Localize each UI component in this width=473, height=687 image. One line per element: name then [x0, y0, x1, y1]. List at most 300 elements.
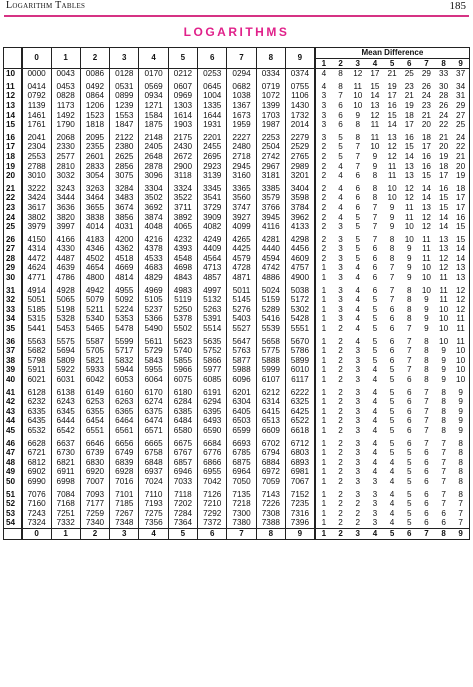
log-value: 2900: [168, 162, 197, 172]
mean-difference: 17: [421, 142, 431, 152]
table-row: [4, 499, 470, 509]
log-value: 6222: [286, 385, 315, 398]
log-value: 5575: [51, 334, 80, 347]
mean-difference: 5: [406, 489, 412, 499]
table-row: [4, 365, 470, 375]
mean-difference: 13: [439, 244, 449, 254]
mean-column-header: 6: [401, 58, 418, 69]
mean-difference: 1: [315, 509, 332, 519]
log-value: 6444: [51, 416, 80, 426]
table-row: [4, 509, 470, 519]
mean-difference: 14: [404, 151, 414, 161]
mean-difference: 8: [406, 304, 412, 314]
mean-difference: 6: [389, 346, 395, 356]
row-number: 41: [4, 385, 22, 398]
mean-column-footer: 4: [366, 528, 383, 539]
mean-difference: 5: [406, 518, 412, 528]
log-value: 3729: [198, 203, 227, 213]
log-value: 0531: [110, 79, 139, 92]
mean-difference: 8: [424, 375, 429, 384]
log-value: 7388: [256, 518, 285, 528]
log-value: 5944: [110, 365, 139, 375]
log-value: 4654: [80, 263, 109, 273]
mean-difference: 26: [421, 81, 431, 91]
mean-difference: 16: [452, 213, 469, 223]
column-footer: 3: [110, 528, 139, 539]
log-value: 6646: [80, 436, 109, 449]
mean-difference: 3: [338, 295, 343, 305]
log-value: 7332: [51, 518, 80, 528]
log-value: 4886: [256, 273, 285, 283]
mean-difference: 8: [452, 448, 469, 458]
mean-difference: 6: [406, 387, 412, 397]
mean-difference: 2: [338, 355, 343, 365]
log-value: 5453: [51, 324, 80, 334]
mean-difference: 11: [422, 244, 431, 254]
log-value: 7372: [198, 518, 227, 528]
mean-difference: 4: [372, 438, 378, 448]
mean-difference: 3: [355, 406, 361, 416]
mean-difference: 11: [353, 81, 362, 91]
log-value: 1399: [256, 101, 285, 111]
mean-difference: 6: [424, 489, 429, 499]
log-value: 6522: [286, 416, 315, 426]
log-value: 4265: [227, 232, 256, 245]
log-value: 6375: [139, 407, 168, 417]
log-value: 4969: [139, 283, 168, 296]
log-value: 3979: [22, 222, 51, 232]
log-value: 7251: [51, 509, 80, 519]
log-value: 6571: [139, 426, 168, 436]
log-value: 1703: [256, 111, 285, 121]
column-footer: 1: [51, 528, 80, 539]
log-value: 5740: [168, 346, 197, 356]
log-value: 5539: [256, 324, 285, 334]
mean-difference: 11: [370, 120, 380, 130]
log-value: 7275: [139, 509, 168, 519]
log-value: 7084: [51, 487, 80, 500]
table-row: [4, 181, 470, 194]
log-value: 3304: [139, 181, 168, 194]
mean-difference: 8: [406, 295, 412, 305]
mean-difference: 13: [370, 100, 380, 110]
log-value: 1461: [22, 111, 51, 121]
mean-difference: 3: [372, 508, 378, 518]
log-value: 0043: [51, 69, 80, 79]
mean-difference: 7: [372, 234, 378, 244]
mean-difference: 8: [424, 336, 429, 346]
table-row: [4, 407, 470, 417]
log-value: 5955: [139, 365, 168, 375]
log-value: 3424: [22, 193, 51, 203]
mean-difference: 5: [372, 314, 378, 324]
log-value: 7259: [80, 509, 109, 519]
mean-difference: 4: [389, 476, 395, 486]
log-value: 4843: [168, 273, 197, 283]
mean-difference: 2: [315, 222, 332, 232]
mean-difference: 2: [338, 346, 343, 356]
log-value: 6730: [51, 448, 80, 458]
log-value: 4983: [168, 283, 197, 296]
mean-difference: 4: [389, 518, 395, 528]
mean-difference: 10: [452, 356, 469, 366]
log-value: 6628: [22, 436, 51, 449]
mean-difference: 16: [404, 132, 414, 142]
mean-difference: 15: [439, 202, 449, 212]
mean-difference: 4: [372, 375, 378, 384]
log-value: 4456: [286, 244, 315, 254]
log-value: 7118: [168, 487, 197, 500]
log-value: 6191: [198, 385, 227, 398]
log-value: 3655: [80, 203, 109, 213]
log-value: 6149: [80, 385, 109, 398]
log-value: 0755: [286, 79, 315, 92]
mean-difference: 8: [424, 365, 429, 375]
mean-difference: 5: [355, 222, 361, 232]
mean-difference: 11: [439, 295, 448, 305]
log-value: 6656: [110, 436, 139, 449]
column-footer: 0: [22, 528, 51, 539]
mean-difference: 5: [372, 295, 378, 305]
log-value: 6138: [51, 385, 80, 398]
mean-difference: 16: [421, 151, 431, 161]
log-value: 1553: [110, 111, 139, 121]
mean-difference: 11: [452, 314, 469, 324]
mean-difference: 8: [372, 171, 378, 181]
mean-difference: 6: [406, 425, 412, 435]
table-row: [4, 477, 470, 487]
mean-column-header: 4: [366, 58, 383, 69]
mean-difference: 10: [387, 193, 397, 203]
column-header: 9: [286, 48, 315, 69]
mean-difference: 8: [441, 397, 446, 407]
mean-difference: 5: [355, 212, 361, 222]
mean-difference: 13: [387, 132, 397, 142]
mean-difference: 8: [389, 234, 395, 244]
mean-difference: 1: [315, 375, 332, 385]
mean-difference: 12: [404, 193, 414, 203]
log-value: 2833: [80, 162, 109, 172]
mean-difference: 2: [338, 416, 343, 426]
table-row: [4, 232, 470, 245]
mean-difference: 24: [452, 130, 469, 143]
log-value: 6893: [286, 458, 315, 468]
log-value: 3784: [286, 203, 315, 213]
mean-column-footer: 2: [332, 528, 349, 539]
mean-difference: 7: [406, 336, 412, 346]
mean-difference: 18: [421, 132, 431, 142]
log-value: 5478: [110, 324, 139, 334]
log-value: 4914: [22, 283, 51, 296]
mean-difference: 10: [404, 222, 414, 232]
mean-difference: 5: [389, 397, 395, 407]
mean-difference: 2: [355, 508, 361, 518]
log-value: 5378: [168, 314, 197, 324]
log-value: 2068: [51, 130, 80, 143]
mean-difference: 12: [439, 253, 449, 263]
log-value: 6618: [286, 426, 315, 436]
log-value: 4065: [168, 222, 197, 232]
log-value: 5888: [256, 356, 285, 366]
log-value: 5786: [286, 346, 315, 356]
log-value: 4378: [139, 244, 168, 254]
log-value: 6920: [80, 467, 109, 477]
mean-column-header: 3: [349, 58, 366, 69]
mean-difference: 3: [372, 499, 378, 509]
mean-difference: 5: [406, 499, 412, 509]
mean-difference: 9: [424, 295, 429, 305]
log-value: 3502: [139, 193, 168, 203]
mean-difference: 5: [389, 365, 395, 375]
row-number: 16: [4, 130, 22, 143]
table-row: [4, 193, 470, 203]
mean-difference: 5: [406, 508, 412, 518]
mean-column-footer: 5: [384, 528, 401, 539]
mean-difference: 13: [404, 161, 414, 171]
log-value: 6637: [51, 436, 80, 449]
mean-difference: 4: [372, 397, 378, 407]
mean-difference: 4: [338, 161, 343, 171]
mean-difference: 12: [452, 295, 469, 305]
mean-difference: 12: [387, 142, 397, 152]
mean-difference: 3: [355, 457, 361, 467]
log-value: 4048: [139, 222, 168, 232]
row-number: 49: [4, 467, 22, 477]
log-value: 4533: [139, 254, 168, 264]
mean-difference: 9: [389, 202, 395, 212]
mean-difference: 8: [338, 81, 343, 91]
mean-difference: 5: [389, 438, 395, 448]
row-number: 26: [4, 232, 22, 245]
log-value: 4800: [80, 273, 109, 283]
log-value: 6551: [80, 426, 109, 436]
log-value: 2504: [256, 142, 285, 152]
mean-difference: 9: [424, 314, 429, 324]
log-value: 3598: [286, 193, 315, 203]
log-value: 3284: [110, 181, 139, 194]
mean-difference: 3: [338, 273, 343, 283]
mean-difference: 7: [424, 387, 429, 397]
mean-difference: 20: [452, 162, 469, 172]
log-value: 3766: [256, 203, 285, 213]
table-row: [4, 203, 470, 213]
mean-difference: 6: [338, 120, 343, 130]
log-value: 1673: [227, 111, 256, 121]
log-value: 6542: [51, 426, 80, 436]
log-value: 4757: [286, 263, 315, 273]
table-row: [4, 458, 470, 468]
mean-difference: 19: [387, 81, 397, 91]
mean-difference: 4: [372, 425, 378, 435]
mean-difference: 7: [355, 142, 361, 152]
row-number: 13: [4, 101, 22, 111]
table-row: [4, 111, 470, 121]
mean-column-header: 7: [418, 58, 435, 69]
mean-difference: 6: [424, 476, 429, 486]
log-value: 7033: [168, 477, 197, 487]
log-value: 6693: [227, 436, 256, 449]
mean-difference: 2: [315, 203, 332, 213]
log-value: 2648: [139, 152, 168, 162]
mean-difference: 2: [315, 142, 332, 152]
mean-difference: 8: [338, 69, 343, 79]
table-row: [4, 295, 470, 305]
log-value: 6454: [80, 416, 109, 426]
mean-difference: 1: [315, 426, 332, 436]
log-value: 3385: [256, 181, 285, 194]
log-value: 4928: [51, 283, 80, 296]
log-value: 6031: [51, 375, 80, 385]
log-value: 2810: [51, 162, 80, 172]
log-value: 6937: [139, 467, 168, 477]
log-value: 4031: [110, 222, 139, 232]
log-value: 6794: [256, 448, 285, 458]
log-value: 3139: [198, 171, 227, 181]
log-value: 7380: [227, 518, 256, 528]
mean-difference: 6: [424, 499, 429, 509]
log-value: 4409: [198, 244, 227, 254]
log-value: 2923: [198, 162, 227, 172]
row-number: 20: [4, 171, 22, 181]
log-value: 5185: [22, 305, 51, 315]
mean-difference: 4: [338, 202, 343, 212]
log-value: 1959: [227, 120, 256, 130]
mean-difference: 15: [404, 142, 414, 152]
log-value: 7076: [22, 487, 51, 500]
log-value: 3160: [227, 171, 256, 181]
mean-difference: 4: [389, 457, 395, 467]
mean-difference: 6: [372, 253, 378, 263]
log-value: 6998: [51, 477, 80, 487]
column-header: 0: [22, 48, 51, 69]
mean-difference: 29: [421, 69, 431, 79]
log-value: 5977: [198, 365, 227, 375]
mean-difference: 6: [355, 171, 361, 181]
log-value: 6911: [51, 467, 80, 477]
mean-difference: 7: [441, 457, 446, 467]
log-value: 4742: [256, 263, 285, 273]
mean-difference: 10: [452, 346, 469, 356]
log-value: 7067: [286, 477, 315, 487]
log-value: 3222: [22, 181, 51, 194]
mean-difference: 10: [421, 273, 431, 283]
log-value: 6776: [198, 448, 227, 458]
mean-difference: 10: [452, 365, 469, 375]
log-value: 6170: [139, 385, 168, 398]
log-value: 3838: [80, 213, 109, 223]
log-value: 5079: [80, 295, 109, 305]
log-value: 2175: [168, 130, 197, 143]
log-value: 6928: [110, 467, 139, 477]
log-value: 7143: [256, 487, 285, 500]
log-value: 7226: [256, 499, 285, 509]
log-value: 4814: [110, 273, 139, 283]
mean-difference: 7: [441, 467, 446, 477]
log-value: 4771: [22, 273, 51, 283]
row-number: 11: [4, 79, 22, 92]
mean-difference: 2: [338, 518, 343, 528]
mean-difference: 7: [441, 438, 446, 448]
mean-difference: 5: [355, 244, 361, 254]
mean-difference: 30: [439, 81, 449, 91]
log-value: 0334: [256, 69, 285, 79]
log-value: 6964: [227, 467, 256, 477]
log-value: 6590: [198, 426, 227, 436]
mean-difference: 9: [389, 222, 395, 232]
mean-difference: 9: [452, 416, 469, 426]
page-title: LOGARITHMS: [183, 25, 290, 39]
mean-difference: 1: [315, 346, 332, 356]
column-header: 4: [139, 48, 168, 69]
log-value: 1644: [198, 111, 227, 121]
log-value: 3874: [139, 213, 168, 223]
log-value: 6767: [168, 448, 197, 458]
mean-column-header: 1: [315, 58, 332, 69]
log-value: 4249: [198, 232, 227, 245]
log-value: 4713: [198, 263, 227, 273]
log-value: 0253: [198, 69, 227, 79]
mean-difference: 17: [370, 69, 380, 79]
page-number: 185: [449, 0, 466, 12]
mean-difference: 6: [389, 314, 395, 324]
mean-difference: 21: [452, 152, 469, 162]
row-number: 45: [4, 426, 22, 436]
log-value: 6981: [286, 467, 315, 477]
mean-difference: 7: [441, 448, 446, 458]
mean-difference: 8: [452, 467, 469, 477]
log-value: 7042: [198, 477, 227, 487]
log-value: 0899: [110, 91, 139, 101]
log-value: 2014: [286, 120, 315, 130]
log-value: 6758: [139, 448, 168, 458]
mean-difference: 5: [338, 151, 343, 161]
mean-difference: 5: [389, 448, 395, 458]
mean-difference: 17: [387, 91, 397, 101]
log-value: 2041: [22, 130, 51, 143]
mean-difference: 2: [338, 406, 343, 416]
log-value: 7316: [286, 509, 315, 519]
mean-difference: 17: [404, 120, 414, 130]
log-value: 0569: [139, 79, 168, 92]
mean-difference: 8: [406, 314, 412, 324]
mean-difference: 2: [338, 457, 343, 467]
mean-difference: 7: [338, 91, 343, 101]
log-value: 6085: [198, 375, 227, 385]
row-number: 48: [4, 458, 22, 468]
table-row: [4, 273, 470, 283]
mean-difference: 3: [355, 387, 361, 397]
log-value: 5353: [110, 314, 139, 324]
mean-difference: 13: [439, 234, 449, 244]
log-value: 1790: [51, 120, 80, 130]
row-number: 42: [4, 397, 22, 407]
mean-difference: 1: [315, 295, 332, 305]
mean-difference: 6: [355, 193, 361, 203]
log-value: 6875: [227, 458, 256, 468]
log-value: 4472: [22, 254, 51, 264]
log-value: 3856: [110, 213, 139, 223]
mean-difference: 12: [452, 283, 469, 296]
log-value: 1206: [80, 101, 109, 111]
log-value: 5563: [22, 334, 51, 347]
mean-difference: 8: [452, 436, 469, 449]
mean-difference: 4: [355, 336, 361, 346]
log-value: 4624: [22, 263, 51, 273]
mean-difference: 14: [387, 120, 397, 130]
log-value: 6355: [80, 407, 109, 417]
mean-difference: 8: [389, 244, 395, 254]
log-value: 6665: [139, 436, 168, 449]
